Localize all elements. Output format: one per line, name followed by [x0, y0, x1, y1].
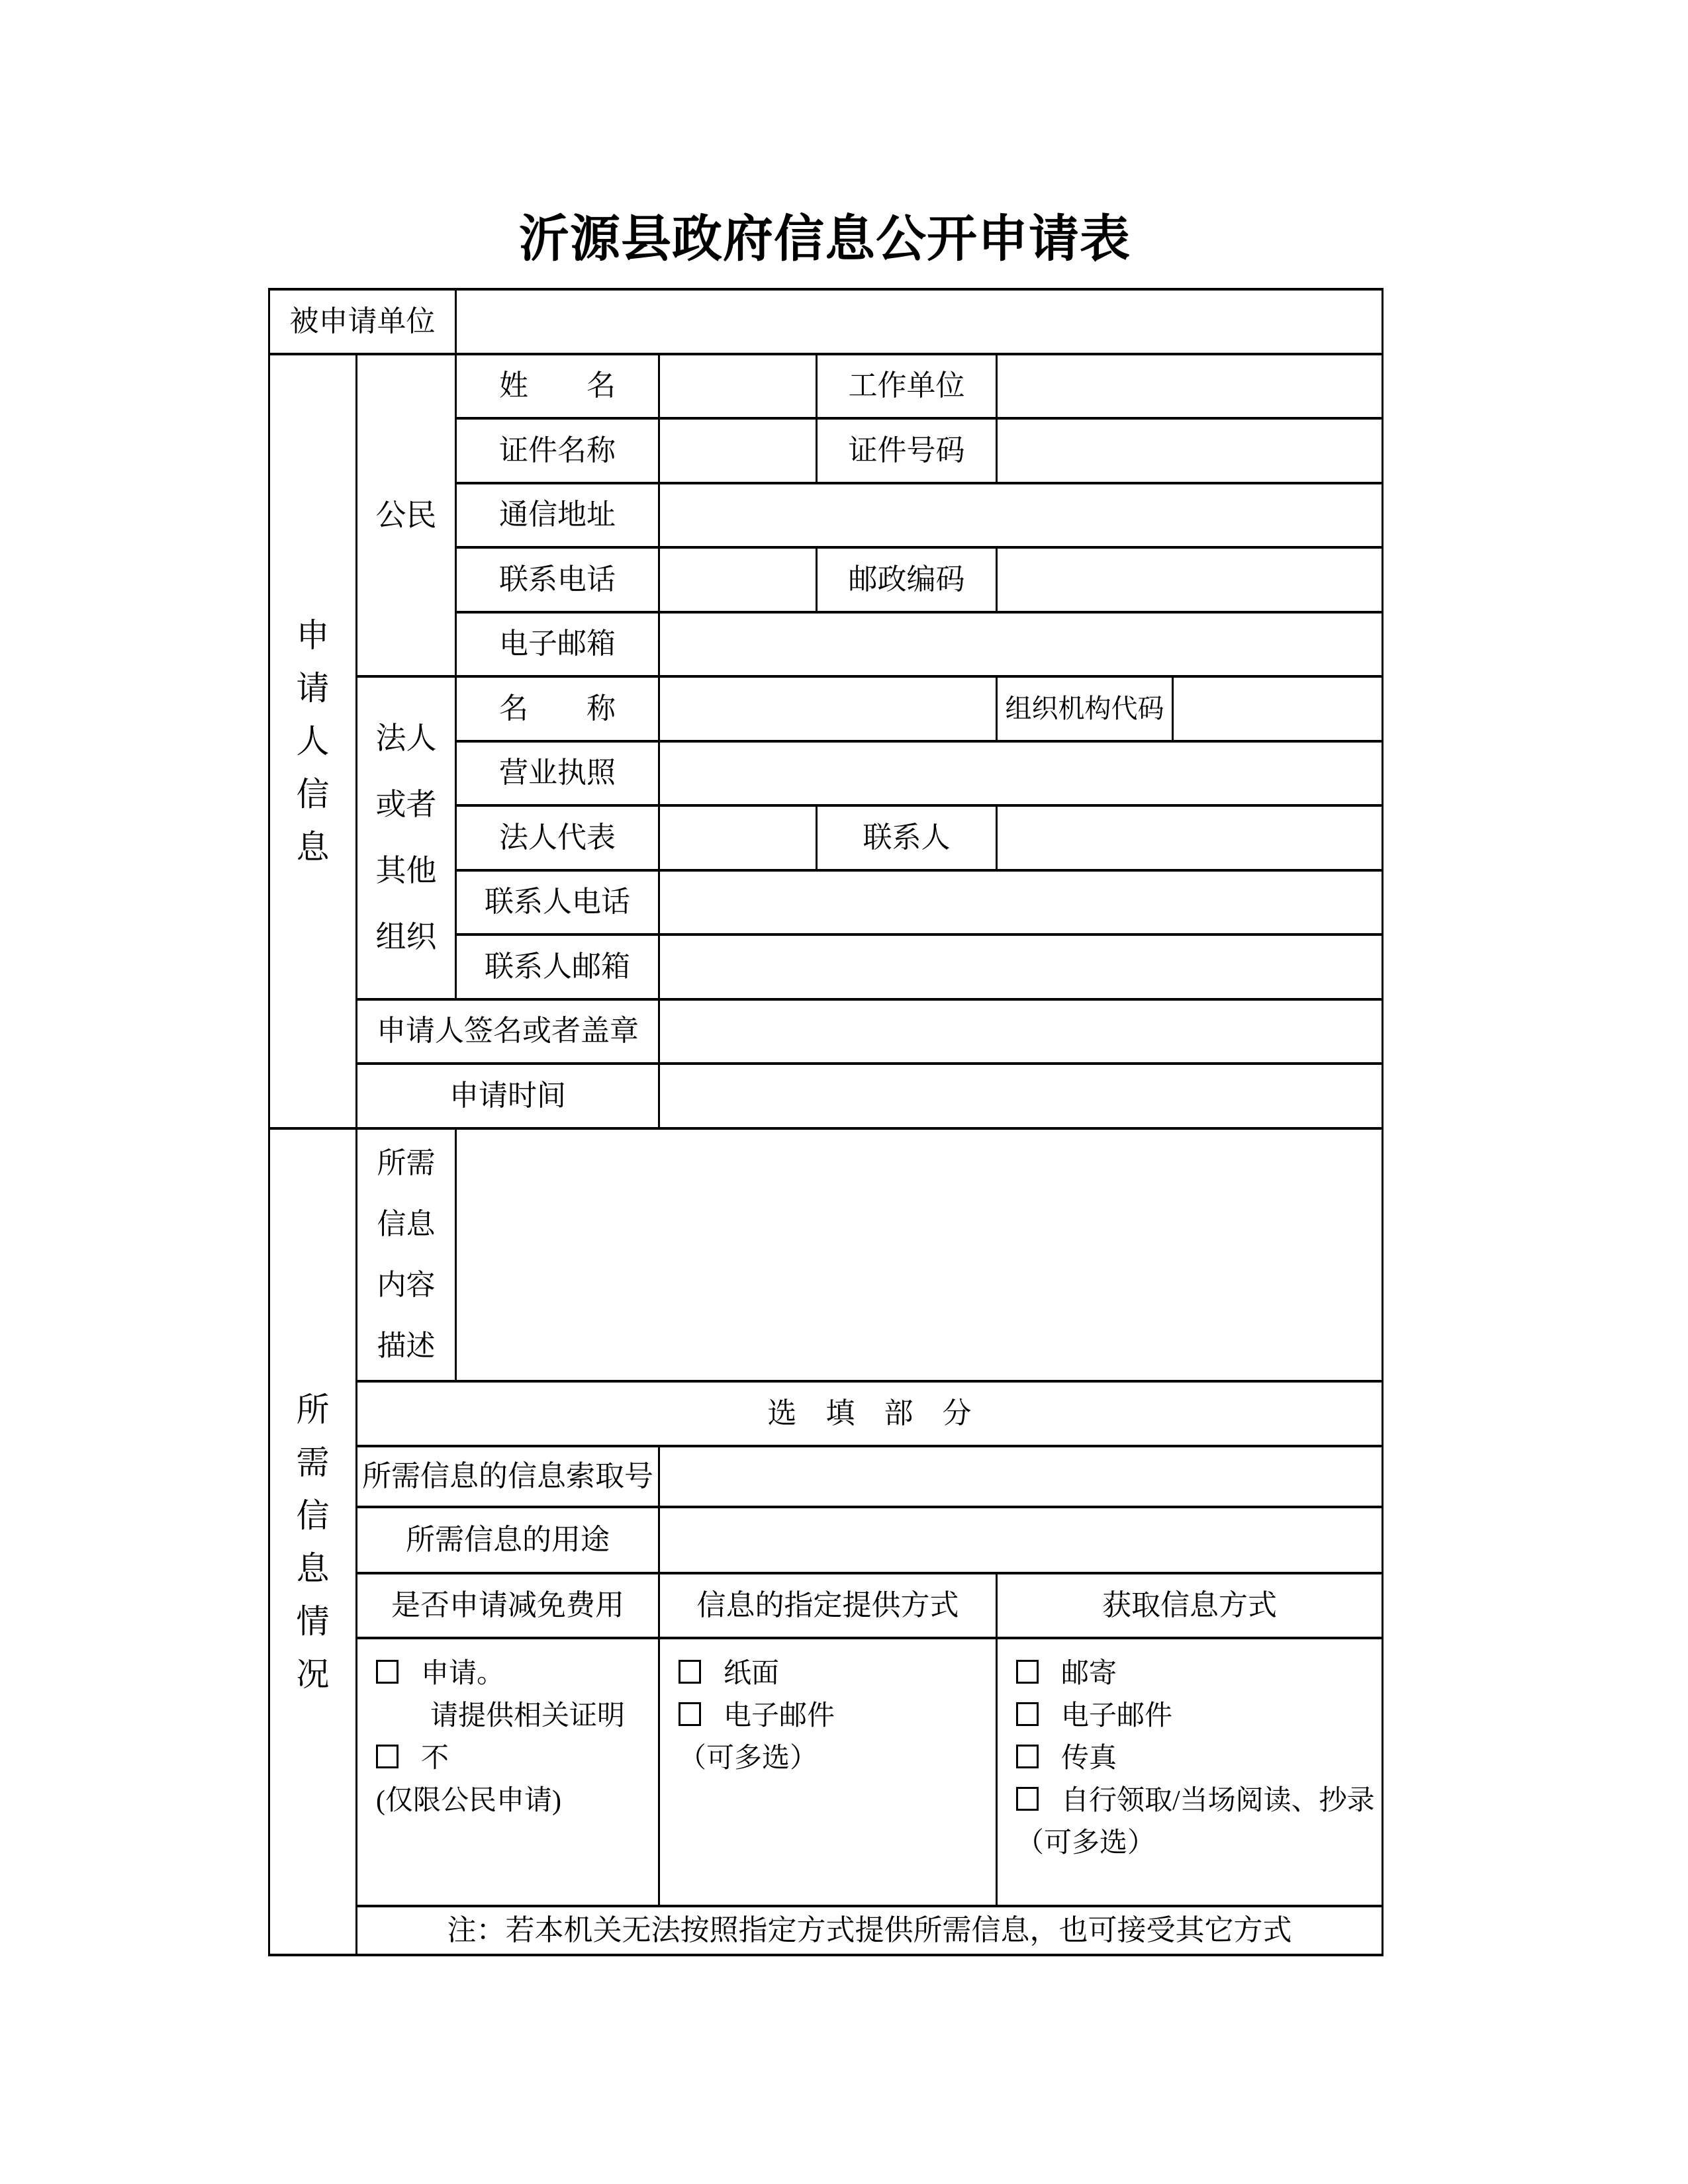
id-number-value-cell — [998, 420, 1383, 484]
fee-option-apply — [376, 1653, 504, 1695]
postcode-label: 邮政编码 — [818, 549, 998, 614]
work-unit-label: 工作单位 — [818, 355, 998, 420]
contact-email-label: 联系人邮箱 — [457, 936, 660, 1001]
email-value-cell — [660, 614, 1383, 678]
representative-label: 法人代表 — [457, 807, 660, 872]
obtain-options-cell — [998, 1639, 1383, 1907]
id-name-label: 证件名称 — [457, 420, 660, 484]
requested-unit-label: 被申请单位 — [270, 291, 457, 355]
fee-header: 是否申请减免费用 — [357, 1574, 660, 1639]
address-value-cell — [660, 484, 1383, 549]
delivery-option-email — [679, 1695, 835, 1737]
citizen-name-label: 姓 名 — [457, 355, 660, 420]
apply-time-label: 申请时间 — [357, 1065, 660, 1130]
phone-label: 联系电话 — [457, 549, 660, 614]
delivery-header: 信息的指定提供方式 — [660, 1574, 998, 1639]
description-label — [357, 1130, 457, 1383]
obtain-email-label: 电子邮件 — [1061, 1701, 1173, 1731]
contact-phone-label: 联系人电话 — [457, 872, 660, 936]
email-label: 电子邮箱 — [457, 614, 660, 678]
delivery-paper-label: 纸面 — [724, 1659, 780, 1689]
obtain-option-fax — [1016, 1737, 1117, 1780]
address-label: 通信地址 — [457, 484, 660, 549]
org-name-label: 名 称 — [457, 678, 660, 743]
delivery-options-cell — [660, 1639, 998, 1907]
delivery-paper-checkbox-icon — [679, 1660, 701, 1684]
fee-apply-checkbox-icon — [376, 1660, 399, 1684]
form-note: 注：若本机关无法按照指定方式提供所需信息，也可接受其它方式 — [357, 1907, 1383, 1956]
delivery-email-checkbox-icon — [679, 1702, 701, 1726]
representative-value-cell — [660, 807, 818, 872]
obtain-option-self — [1016, 1780, 1375, 1822]
obtain-email-checkbox-icon — [1016, 1702, 1039, 1726]
info-purpose-label: 所需信息的用途 — [357, 1508, 660, 1574]
signature-value-cell — [660, 1001, 1383, 1065]
obtain-header: 获取信息方式 — [998, 1574, 1383, 1639]
fee-no-checkbox-icon — [376, 1745, 399, 1768]
info-index-value-cell — [660, 1447, 1383, 1508]
org-name-value-cell — [660, 678, 998, 743]
contact-phone-value-cell — [660, 872, 1383, 936]
description-label-text: 所需信息内容描述 — [377, 1147, 436, 1362]
delivery-footnote: （可多选） — [679, 1743, 818, 1774]
obtain-option-email — [1016, 1695, 1172, 1737]
signature-label: 申请人签名或者盖章 — [357, 1001, 660, 1065]
org-code-label: 组织机构代码 — [998, 678, 1174, 743]
org-code-value-cell — [1174, 678, 1383, 743]
contact-value-cell — [998, 807, 1383, 872]
application-form-table — [268, 288, 1383, 1956]
requested-unit-value-cell — [457, 291, 1383, 355]
fee-options-cell — [357, 1639, 660, 1907]
info-index-label: 所需信息的信息索取号 — [357, 1447, 660, 1508]
license-value-cell — [660, 743, 1383, 807]
obtain-mail-checkbox-icon — [1016, 1660, 1039, 1684]
obtain-fax-label: 传真 — [1061, 1743, 1117, 1774]
form-title: 沂源县政府信息公开申请表 — [519, 212, 1131, 267]
legal-group-label-text: 法人或者其他组织 — [375, 721, 437, 954]
delivery-email-label: 电子邮件 — [724, 1701, 835, 1731]
work-unit-value-cell — [998, 355, 1383, 420]
contact-label: 联系人 — [818, 807, 998, 872]
id-number-label: 证件号码 — [818, 420, 998, 484]
info-section-label-text: 所需信息情况 — [296, 1390, 330, 1693]
optional-section-header: 选 填 部 分 — [357, 1383, 1383, 1447]
citizen-name-value-cell — [660, 355, 818, 420]
fee-option-no — [376, 1737, 449, 1780]
phone-value-cell — [660, 549, 818, 614]
info-section-label — [270, 1130, 357, 1956]
obtain-footnote: （可多选） — [1016, 1828, 1156, 1858]
obtain-self-label: 自行领取/当场阅读、抄录 — [1061, 1786, 1375, 1816]
applicant-section-label — [270, 355, 357, 1130]
fee-no-label: 不 — [421, 1743, 449, 1774]
legal-group-label — [357, 678, 457, 1001]
obtain-option-mail — [1016, 1653, 1117, 1695]
applicant-section-label-text: 申请人信息 — [296, 617, 330, 866]
postcode-value-cell — [998, 549, 1383, 614]
license-label: 营业执照 — [457, 743, 660, 807]
obtain-mail-label: 邮寄 — [1061, 1659, 1117, 1689]
obtain-self-checkbox-icon — [1016, 1787, 1039, 1811]
fee-apply-note: 请提供相关证明 — [430, 1701, 626, 1731]
id-name-value-cell — [660, 420, 818, 484]
delivery-option-paper — [679, 1653, 779, 1695]
description-value-cell — [457, 1130, 1383, 1383]
apply-time-value-cell — [660, 1065, 1383, 1130]
obtain-fax-checkbox-icon — [1016, 1745, 1039, 1768]
fee-footnote: (仅限公民申请) — [376, 1786, 561, 1816]
fee-apply-label: 申请。 — [421, 1659, 505, 1689]
citizen-group-label: 公民 — [357, 355, 457, 678]
contact-email-value-cell — [660, 936, 1383, 1001]
info-purpose-value-cell — [660, 1508, 1383, 1574]
